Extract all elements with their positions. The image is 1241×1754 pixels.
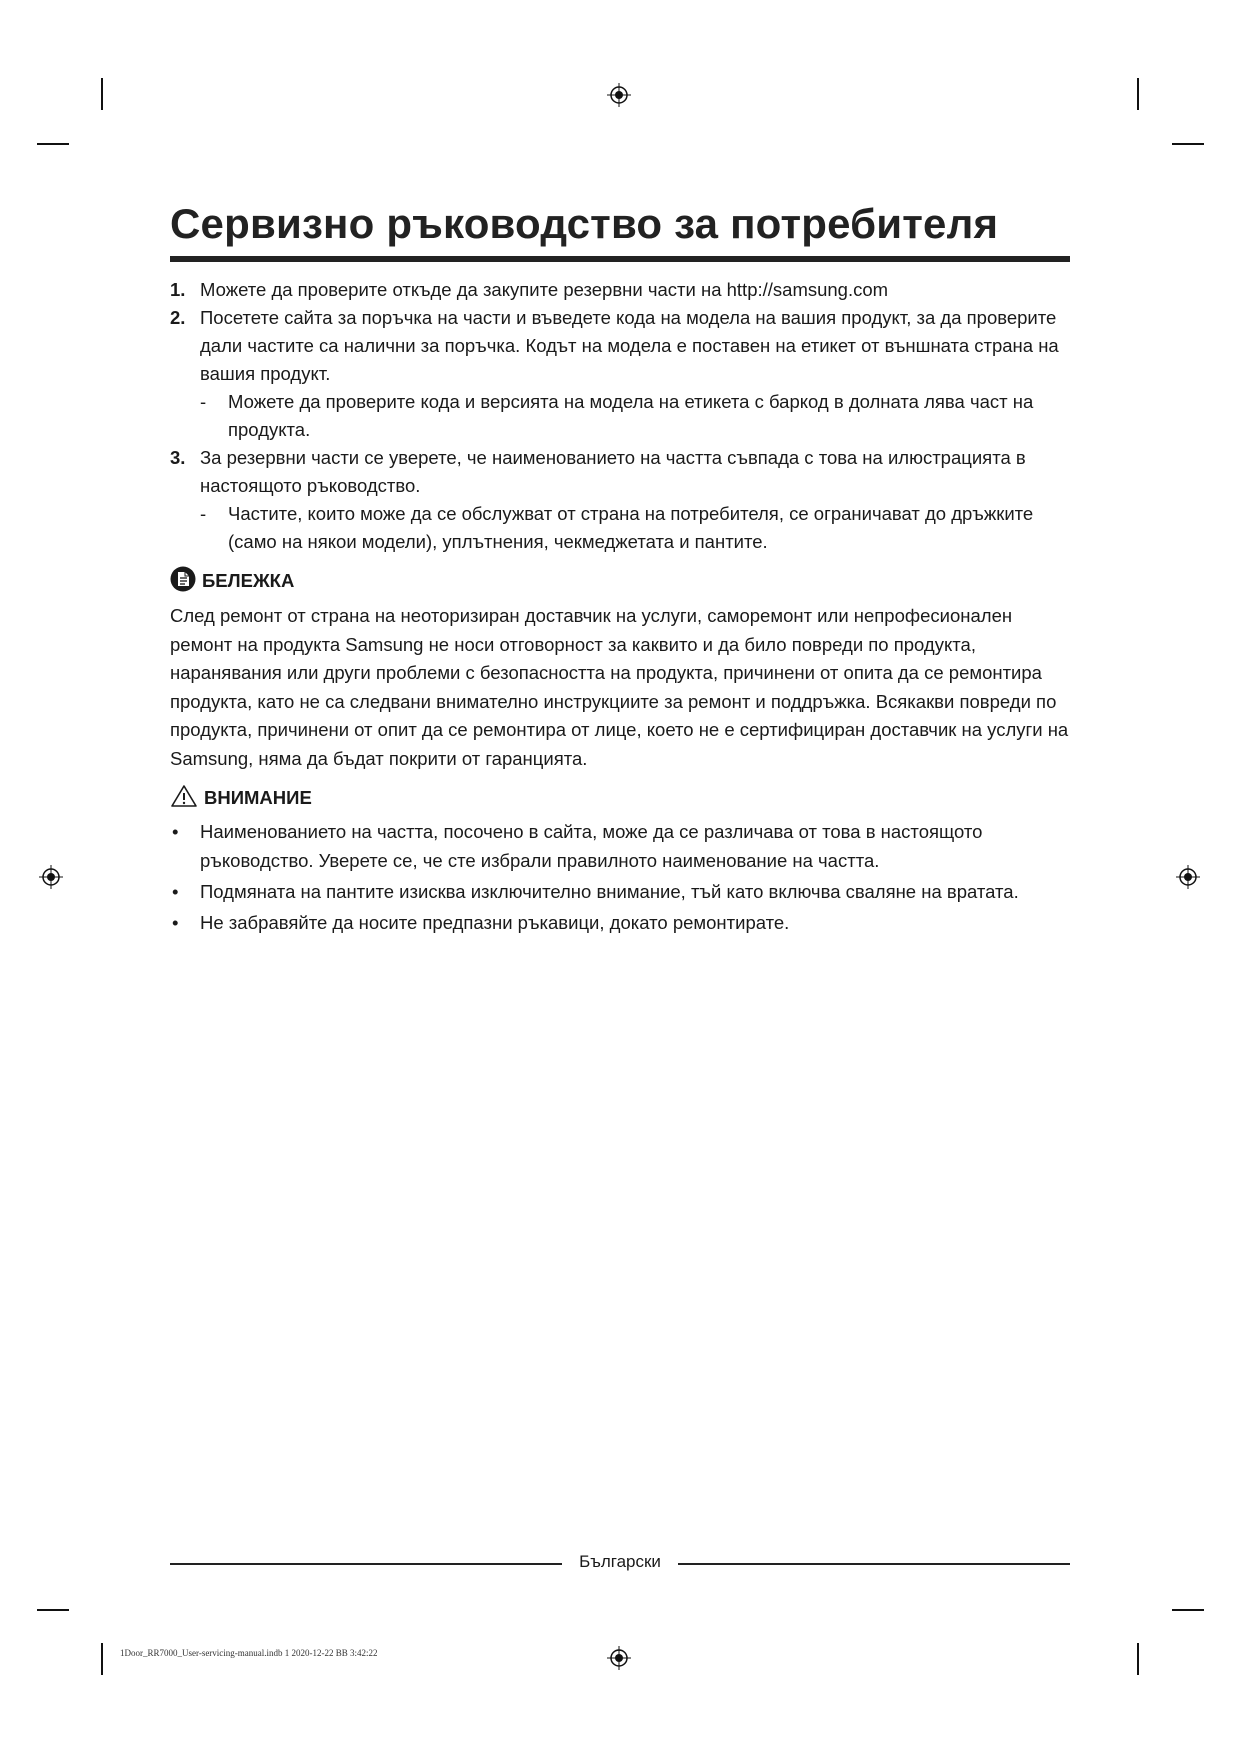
list-item xyxy=(170,817,1070,875)
caution-list xyxy=(170,817,1070,937)
list-item-text: Можете да проверите откъде да закупите резервни части на http://samsung.com xyxy=(200,279,889,300)
list-number: 3. xyxy=(170,447,186,468)
crop-mark-top-right-horizontal xyxy=(1172,143,1204,145)
list-item-text: За резервни части се уверете, че наименованието на частта съвпада с това на илюстрацията в настоящото ръководство. xyxy=(200,447,1026,496)
numbered-list xyxy=(170,276,1070,556)
sub-list-item xyxy=(200,388,1070,444)
warning-triangle-icon xyxy=(170,784,198,813)
sub-list-item-text: Можете да проверите кода и версията на модела на етикета с баркод в долната лява част на продукта. xyxy=(228,391,1034,440)
list-item-text: Подмяната на пантите изисква изключително внимание, тъй като включва сваляне на вратата. xyxy=(200,881,1019,902)
sub-list-item-text: Частите, които може да се обслужват от страна на потребителя, се ограничават до дръжките (само на някои модели), уплътнения, чекмеджетата и пантите. xyxy=(228,503,1034,552)
list-number: 1. xyxy=(170,279,186,300)
registration-mark-icon xyxy=(1176,865,1200,889)
crop-mark-top-right-vertical xyxy=(1137,78,1139,110)
sub-list-dash: - xyxy=(200,391,207,412)
list-item xyxy=(170,908,1070,937)
list-item-text: Наименованието на частта, посочено в сайта, може да се различава от това в настоящото ръководство. Уверете се, че сте избрали правилното наименование на частта. xyxy=(200,821,983,871)
caution-heading xyxy=(170,783,1070,813)
bullet-mark: • xyxy=(172,912,179,933)
footer-language: Български xyxy=(579,1552,661,1571)
note-icon xyxy=(170,566,196,597)
list-item xyxy=(170,444,1070,500)
note-label: БЕЛЕЖКА xyxy=(202,570,295,591)
page-footer xyxy=(170,1552,1070,1576)
list-item xyxy=(170,877,1070,906)
crop-mark-bottom-right-vertical xyxy=(1137,1643,1139,1675)
footer-rule-right xyxy=(678,1563,1070,1565)
note-text: След ремонт от страна на неоторизиран доставчик на услуги, саморемонт или непрофесионален ремонт на продукта Samsung не носи отговорност за каквито и да било повреди по продукта, наранявания или други проблеми с безопасността на продукта, причинени от опита да се ремонтира продукта, като не са следвани внимателно инструкциите за ремонт и поддръжка. Всякакви повреди по продукта, причинени от опит да се ремонтира от лице, което не е сертифициран доставчик на услуги на Samsung, няма да бъдат покрити от гаранцията. xyxy=(170,605,1069,769)
sub-list-item xyxy=(200,500,1070,556)
crop-mark-bottom-left-vertical xyxy=(101,1643,103,1675)
caution-label: ВНИМАНИЕ xyxy=(204,787,312,808)
registration-mark-icon xyxy=(607,1646,631,1670)
print-slug: 1Door_RR7000_User-servicing-manual.indb 1 2020-12-22 ВВ 3:42:22 xyxy=(120,1648,378,1658)
registration-mark-icon xyxy=(39,865,63,889)
crop-mark-bottom-left-horizontal xyxy=(37,1609,69,1611)
list-item xyxy=(170,276,1070,304)
list-item xyxy=(170,304,1070,388)
crop-mark-bottom-right-horizontal xyxy=(1172,1609,1204,1611)
page-content xyxy=(170,200,1070,939)
list-item-text: Не забравяйте да носите предпазни ръкавици, докато ремонтирате. xyxy=(200,912,790,933)
bullet-mark: • xyxy=(172,881,179,902)
registration-mark-icon xyxy=(607,83,631,107)
note-heading xyxy=(170,566,1070,596)
sub-list-dash: - xyxy=(200,503,207,524)
crop-mark-top-left-horizontal xyxy=(37,143,69,145)
bullet-mark: • xyxy=(172,821,179,842)
page-title: Сервизно ръководство за потребителя xyxy=(170,200,1070,262)
crop-mark-top-left-vertical xyxy=(101,78,103,110)
list-number: 2. xyxy=(170,307,186,328)
list-item-text: Посетете сайта за поръчка на части и въведете кода на модела на вашия продукт, за да проверите дали частите са налични за поръчка. Кодът на модела е поставен на етикет от външната страна на вашия продукт. xyxy=(200,307,1059,384)
